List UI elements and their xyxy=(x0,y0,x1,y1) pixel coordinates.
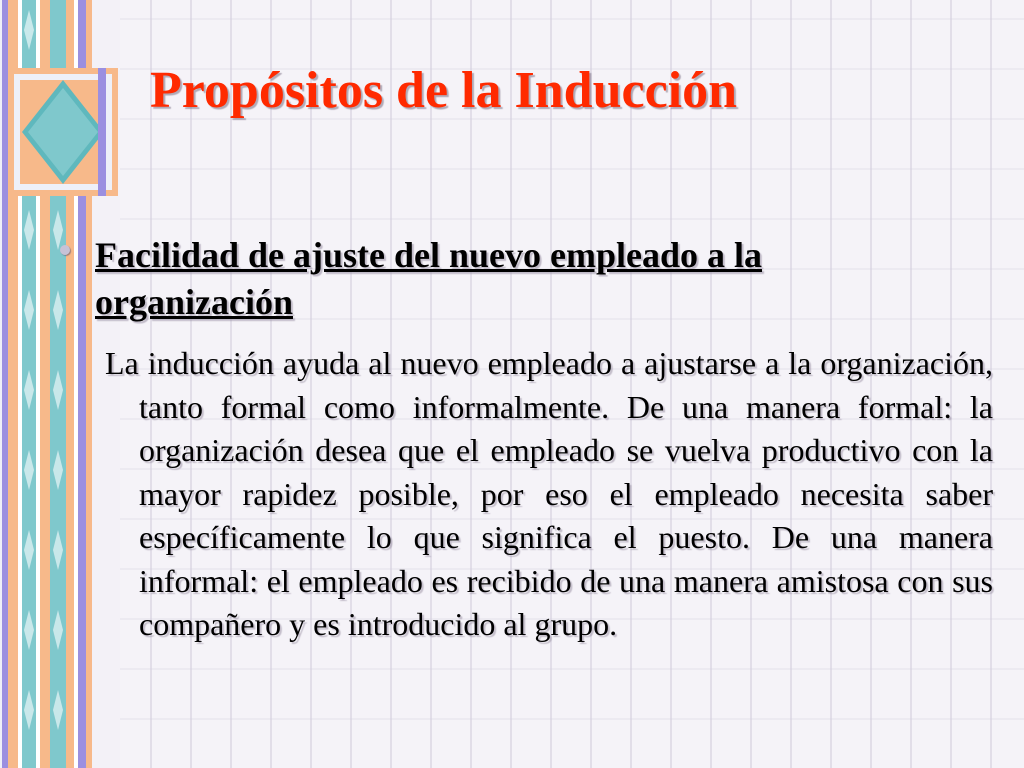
body-paragraph: La inducción ayuda al nuevo empleado a ajustarse a la organización, tanto formal como informalmente. De una manera formal: la organización desea que el empleado se vuelva productivo con la mayor rapidez posible, por eso el empleado necesita saber específicamente lo que significa el puesto. De una manera informal: el empleado es recibido de una manera amistosa con sus compañero y es introducido al grupo. xyxy=(105,345,993,642)
bullet-heading: Facilidad de ajuste del nuevo empleado a la organización xyxy=(95,235,763,322)
slide-title: Propósitos de la Inducción xyxy=(150,62,738,119)
decorative-side-stripe xyxy=(0,0,120,768)
bullet-icon xyxy=(60,245,70,255)
